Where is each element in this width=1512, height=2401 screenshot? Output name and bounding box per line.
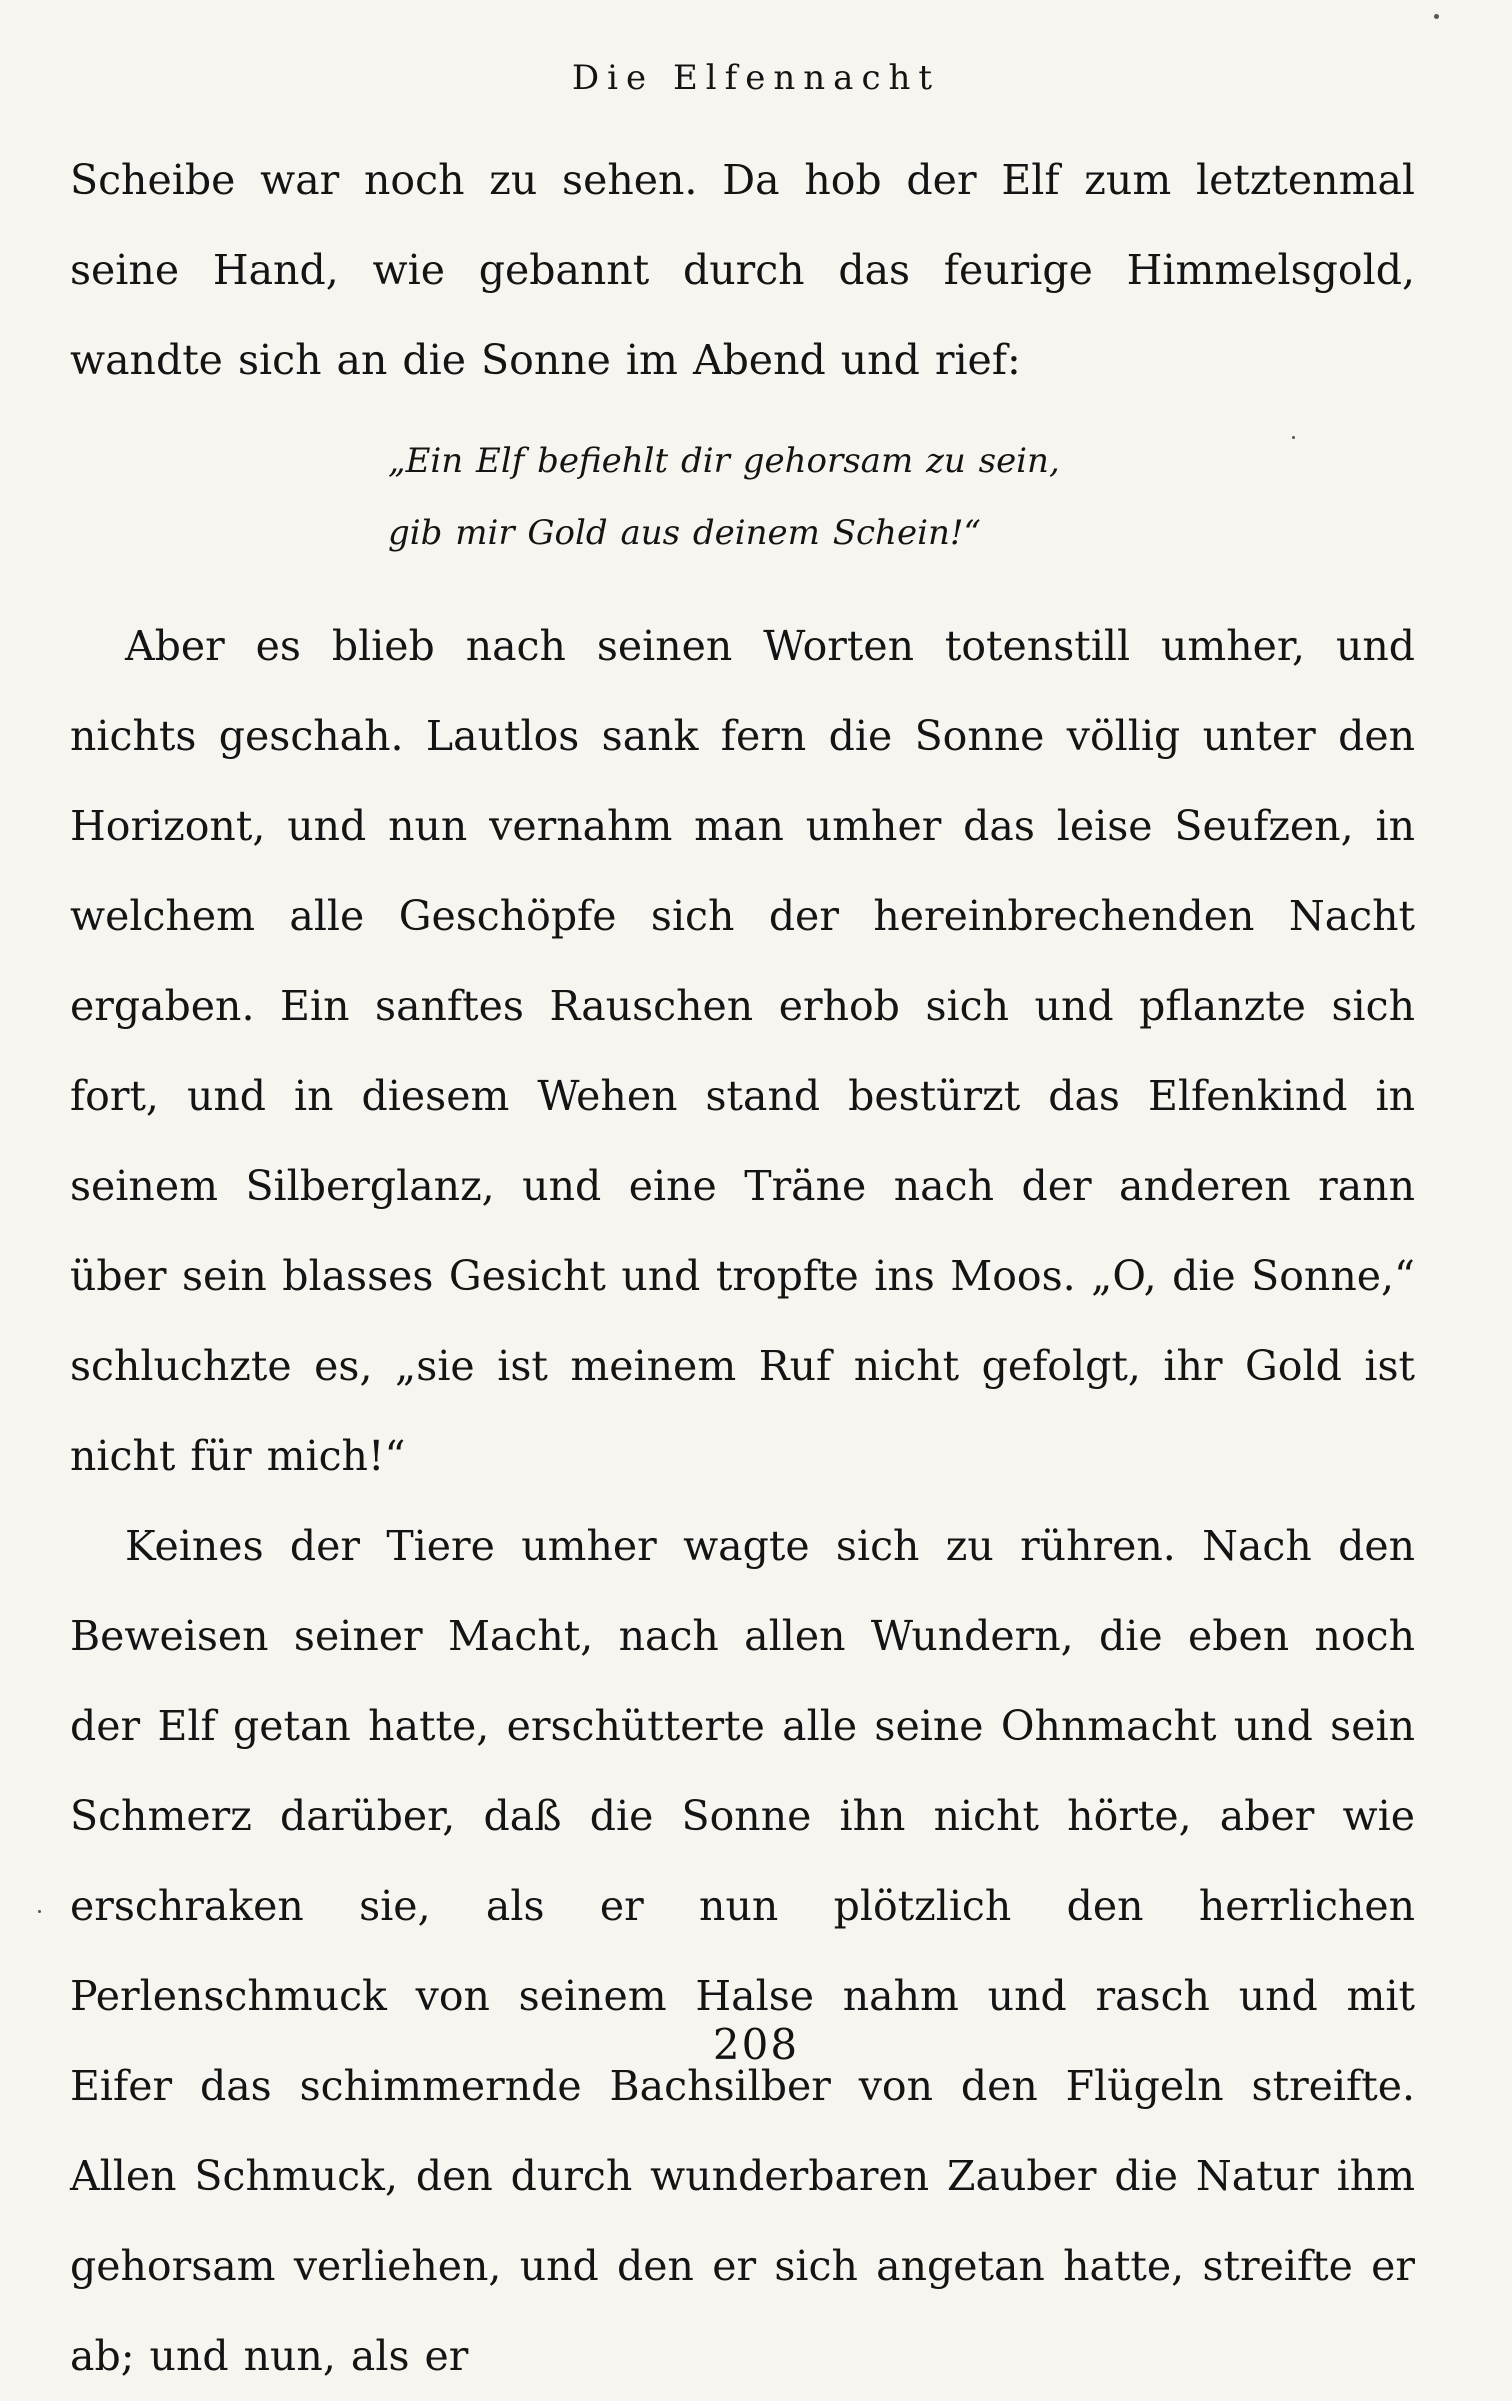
paragraph-animals: Keines der Tiere umher wagte sich zu rühren. Nach den Beweisen seiner Macht, nach allen Wundern, die eben noch der Elf getan hatte, erschütterte alle seine Ohnmacht und sein Schmerz darüber, daß die Sonne ihn nicht hörte, aber wie erschraken sie, als er nun plötzlich den herrlichen Perlenschmuck von seinem Halse nahm und rasch und mit Eifer das schimmernde Bachsilber von den Flügeln streifte. Allen Schmuck, den durch wunderbaren Zauber die Natur ihm gehorsam verliehen, und den er sich angetan hatte, streifte er ab; und nun, als er xyxy=(70,1522,1415,2380)
verse-line-1: „Ein Elf befiehlt dir gehorsam zu sein, xyxy=(388,441,1060,481)
verse-quote xyxy=(70,425,1415,569)
page-number: 208 xyxy=(712,2020,800,2069)
paragraph-continuation: Scheibe war noch zu sehen. Da hob der Elf zum letztenmal seine Hand, wie gebannt durch das feurige Himmelsgold, wandte sich an die Sonne im Abend und rief: xyxy=(70,156,1415,384)
paper-speck xyxy=(1434,14,1439,19)
paper-speck xyxy=(1292,436,1295,439)
paragraph-sunset: Aber es blieb nach seinen Worten totenstill umher, und nichts geschah. Lautlos sank fern die Sonne völlig unter den Horizont, und nun vernahm man umher das leise Seufzen, in welchem alle Geschöpfe sich der hereinbrechenden Nacht ergaben. Ein sanftes Rauschen erhob sich und pflanzte sich fort, und in diesem Wehen stand bestürzt das Elfenkind in seinem Silberglanz, und eine Träne nach der anderen rann über sein blasses Gesicht und tropfte ins Moos. „O, die Sonne,“ schluchzte es, „sie ist meinem Ruf nicht gefolgt, ihr Gold ist nicht für mich!“ xyxy=(70,622,1415,1480)
paper-speck xyxy=(38,1910,41,1913)
running-head: Die Elfennacht xyxy=(571,58,941,98)
verse-line-2: gib mir Gold aus deinem Schein!“ xyxy=(388,513,981,553)
